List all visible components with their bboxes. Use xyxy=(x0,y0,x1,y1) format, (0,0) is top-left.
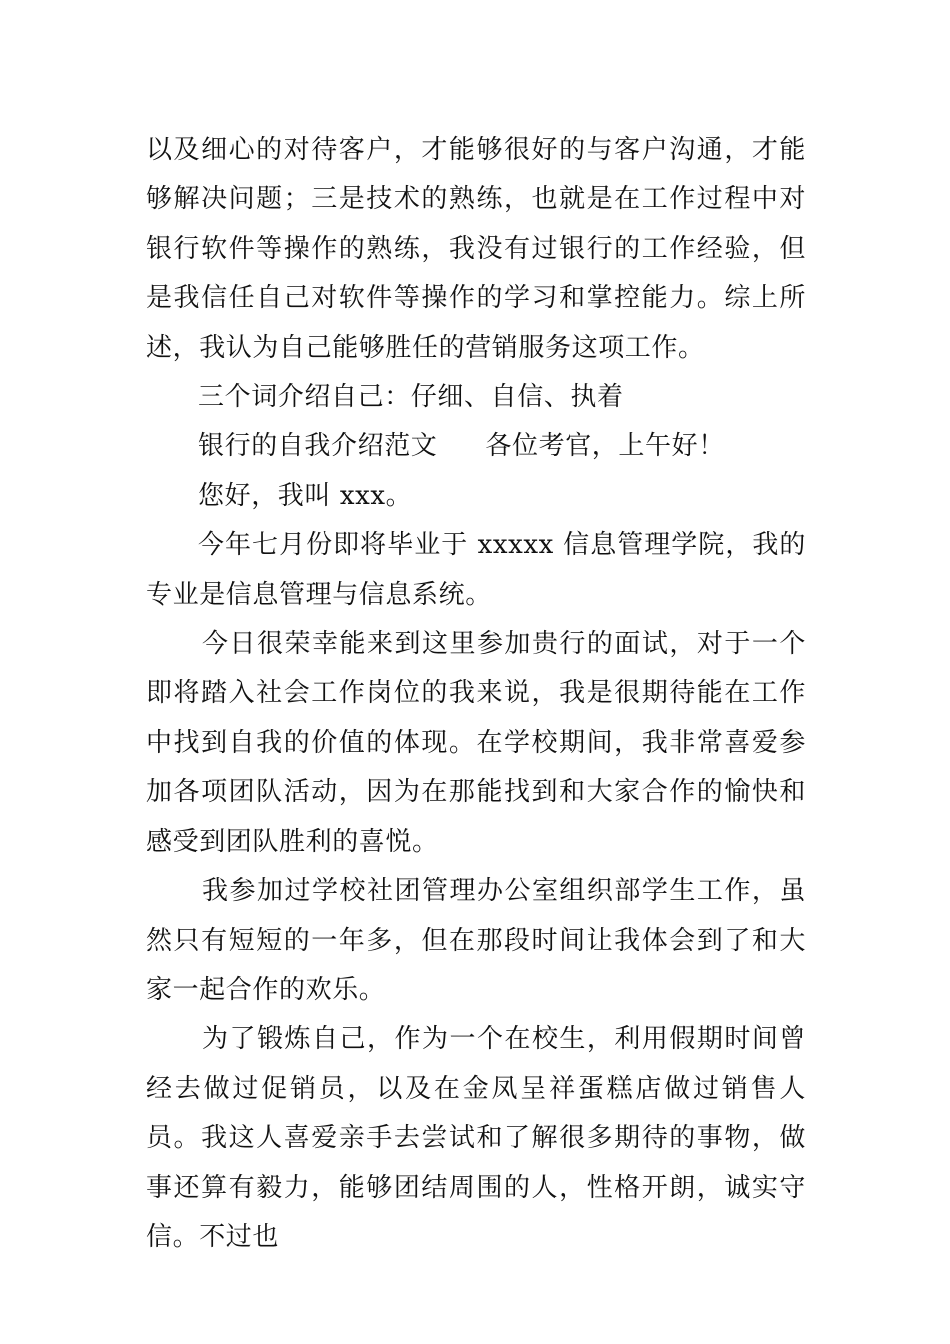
sample-title: 银行的自我介绍范文 xyxy=(198,431,438,462)
paragraph-interview: 今日很荣幸能来到这里参加贵行的面试，对于一个即将踏入社会工作岗位的我来说，我是很期待能在工作中找到自我的价值的体现。在学校期间，我非常喜爱参加各项团队活动，因为在那能找到和大家合作的愉快和感受到团队胜利的喜悦。 xyxy=(146,629,806,857)
paragraph-service-conclusion: 以及细心的对待客户，才能够很好的与客户沟通，才能够解决问题；三是技术的熟练，也就是在工作过程中对银行软件等操作的熟练，我没有过银行的工作经验，但是我信任自己对软件等操作的学习和掌控能力。综上所述，我认为自己能够胜任的营销服务这项工作。 xyxy=(146,135,806,363)
paragraph-graduation: 今年七月份即将毕业于 xxxxx 信息管理学院，我的专业是信息管理与信息系统。 xyxy=(146,530,806,610)
document-body xyxy=(146,126,806,1262)
paragraph-title-line xyxy=(146,422,806,471)
paragraph-part-time: 为了锻炼自己，作为一个在校生，利用假期时间曾经去做过促销员，以及在金凤呈祥蛋糕店做过销售人员。我这人喜爱亲手去尝试和了解很多期待的事物，做事还算有毅力，能够团结周围的人，性格开朗，诚实守信。不过也 xyxy=(146,1024,806,1252)
paragraph-three-words: 三个词介绍自己：仔细、自信、执着 xyxy=(198,382,624,413)
paragraph-name: 您好，我叫 xxx。 xyxy=(198,480,413,511)
paragraph-club-work: 我参加过学校社团管理办公室组织部学生工作，虽然只有短短的一年多，但在那段时间让我体会到了和大家一起合作的欢乐。 xyxy=(146,876,806,1005)
greeting: 各位考官，上午好！ xyxy=(485,431,725,462)
